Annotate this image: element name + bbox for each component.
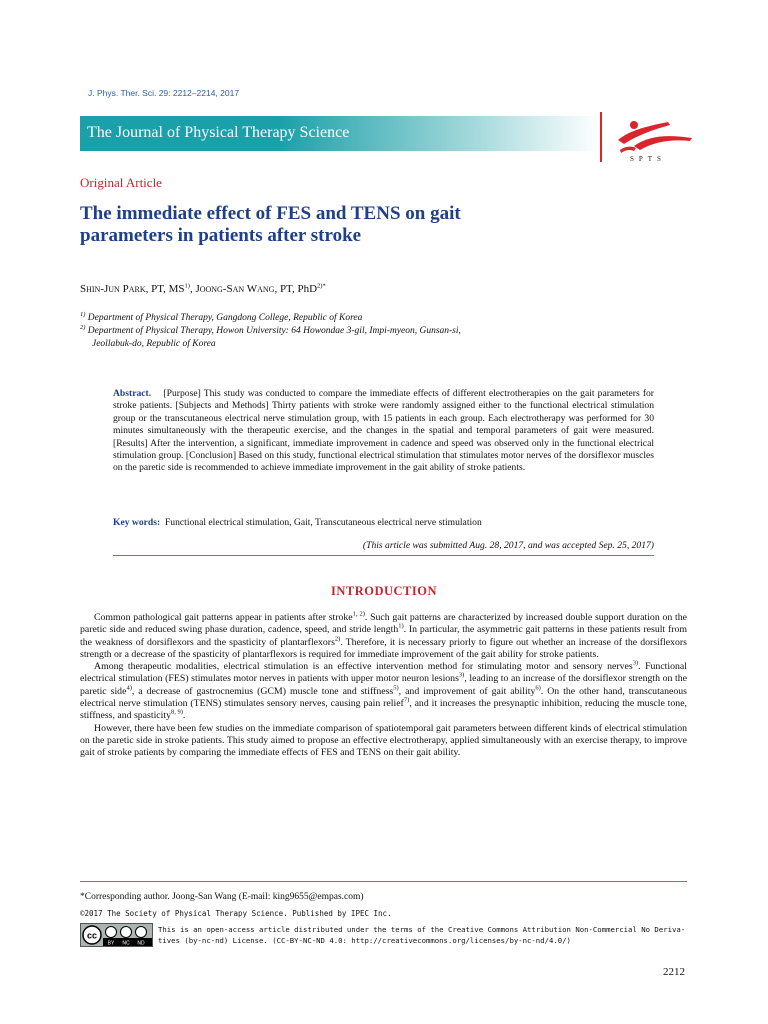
abstract-text: [Purpose] This study was conducted to compare the immediate effects of different electrotherapies on the gait parameters for stroke patients. [Subjects and Methods] Thirty patients with stroke were randomly assigned either to the functional electrical stimulation group or the transcutaneous electrical nerve stimulation group, with 15 patients in each group. Each electrotherapy was performed for 30 minutes simultaneously with the therapeutic exercise, and the changes in the spatial and temporal parameters of gait were measured. [Results] After the intervention, a significant, immediate improvement in cadence and speed was observed only in the functional electrical stimulation group. [Conclusion] Based on this study, functional electrical stimulation that stimulates motor nerves of the dorsiflexor muscles on the paretic side is recommended to achieve immediate improvement in the gait ability of stroke patients. [113, 388, 655, 474]
corresponding-author: *Corresponding author. Joong-San Wang (E-mail: king9655@empas.com) [80, 892, 364, 902]
cc-nd-label: ND [137, 940, 145, 946]
affiliation-2 [80, 325, 600, 338]
svg-text:cc: cc [86, 930, 98, 941]
title-line-1: The immediate effect of FES and TENS on gait [80, 203, 461, 224]
author-list [80, 283, 326, 295]
cc-by-label: BY [107, 940, 115, 946]
cc-nc-label: NC [122, 940, 130, 946]
license-text [158, 924, 688, 946]
copyright: ©2017 The Society of Physical Therapy Science. Published by IPEC Inc. [80, 909, 392, 918]
abstract [113, 388, 654, 475]
license-line: tives (by-nc-nd) License. (CC-BY-NC-ND 4.0: http://creativecommons.org/licenses/by-nc-nd/4.0/) [158, 936, 571, 945]
logo-text: SPTS [630, 155, 666, 163]
section-heading: INTRODUCTION [330, 584, 437, 598]
affiliation-ref: 2)* [317, 282, 326, 290]
paragraph: Common pathological gait patterns appear in patients after stroke$^{1, 2)}$. Such gait patterns are characterized by increased double support duration on the paretic side and reduced swing phase duration, cadence, speed, and stride length$^{1)}$. In particular, the asymmetric gait patterns in these patients result from the weakness of dorsiflexors and the spasticity of plantarflexors$^{2)}$. Therefore, it is necessary priorly to figure out whether an increase of the dorsiflexors strength or a decrease of the spasticity of plantarflexors is required for immediate improvement of the gait ability for stroke patients. [80, 610, 687, 660]
author-degree: , PT, MS [145, 283, 185, 295]
abstract-divider [113, 555, 654, 556]
license-line: This is an open-access article distributed under the terms of the Creative Commons Attribution Non-Commercial No Deriva- [158, 925, 686, 934]
affiliation-ref: 1) [184, 282, 190, 290]
paragraph: Among therapeutic modalities, electrical stimulation is an effective intervention method for stimulating motor and sensory nerves$^{3)}$. Functional electrical stimulation (FES) stimulates motor nerves in patients with upper motor neuron lesions$^{3)}$, leading to an increase of the dorsiflexor strength on the paretic side$^{4)}$, a decrease of gastrocnemius (GCM) muscle tone and stiffness$^{5)}$, and improvement of gait ability$^{6)}$. On the other hand, transcutaneous electrical nerve stimulation (TENS) stimulates sensory nerves, causing pain relief$^{7)}$, and it increases the presynaptic inhibition, reducing the muscle tone, stiffness, and spasticity$^{8, 9)}$. [80, 659, 687, 722]
journal-name: The Journal of Physical Therapy Science [87, 124, 350, 141]
abstract-label: Abstract. [113, 388, 152, 399]
paragraph: However, there have been few studies on the immediate comparison of spatiotemporal gait parameters between different kinds of electrical stimulation on the paretic side in stroke patients. This study aimed to propose an effective electrotherapy, applied simultaneously with an exercise therapy, to improve gait of stroke patients by comparing the immediate effects of FES and TENS on their gait ability. [80, 722, 687, 759]
article-type: Original Article [80, 175, 162, 190]
keywords-text: Functional electrical stimulation, Gait, Transcutaneous electrical nerve stimulation [164, 517, 482, 528]
cc-icon [81, 924, 152, 946]
affiliation-1 [80, 312, 600, 325]
affiliation-2-cont: Jeollabuk-do, Republic of Korea [92, 339, 216, 349]
affiliation-mark: 1) [80, 310, 86, 318]
author-name: Shin-Jun Park [80, 283, 146, 295]
title-line-2: parameters in patients after stroke [80, 225, 362, 246]
author-separator: , [189, 283, 196, 295]
cc-license-badge [80, 923, 153, 947]
affiliation-mark: 2) [80, 323, 86, 331]
article-title [80, 203, 600, 247]
affiliation-text: Department of Physical Therapy, Gangdong College, Republic of Korea [85, 313, 363, 323]
keywords [113, 517, 654, 528]
introduction-body [80, 612, 687, 760]
page-number: 2212 [663, 966, 685, 978]
affiliation-text: Department of Physical Therapy, Howon University: 64 Howondae 3-gil, Impi-myeon, Gunsan-si, [85, 326, 461, 336]
author-degree: , PT, PhD [274, 283, 318, 295]
affiliations [80, 312, 600, 351]
spts-logo-icon [600, 112, 700, 172]
submission-dates: (This article was submitted Aug. 28, 2017, and was accepted Sep. 25, 2017) [362, 540, 654, 551]
author-name: Joong-San Wang [195, 283, 275, 295]
journal-citation: J. Phys. Ther. Sci. 29: 2212–2214, 2017 [88, 88, 240, 98]
keywords-label: Key words: [113, 517, 161, 528]
footnote-divider [80, 881, 687, 882]
